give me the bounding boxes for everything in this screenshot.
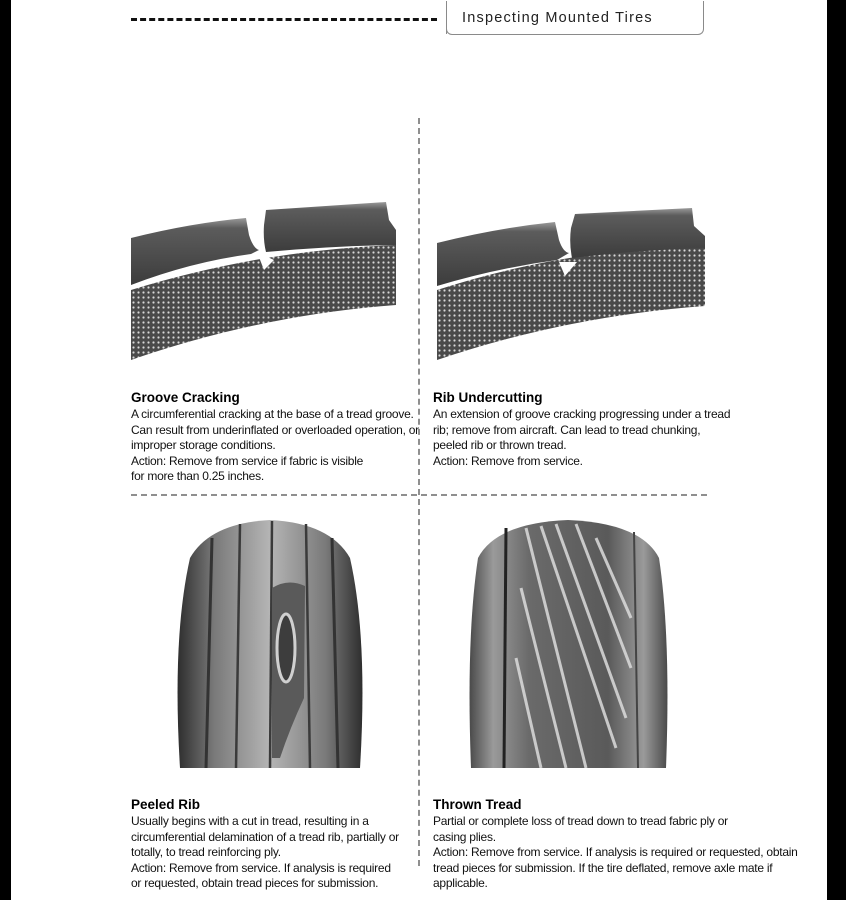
vertical-divider [418,118,420,866]
action-line: Action: Remove from service if fabric is visible [131,453,364,468]
action-line: or requested, obtain tread pieces for submission. [131,876,379,891]
section-title: Rib Undercutting [433,390,543,405]
description-line: totally, to tread reinforcing ply. [131,845,281,860]
page-border-left [0,0,11,900]
description-line: rib; remove from aircraft. Can lead to tread chunking, [433,422,701,437]
page-title: Inspecting Mounted Tires [462,10,653,26]
section-title: Groove Cracking [131,390,240,405]
description-line: peeled rib or thrown tread. [433,438,567,453]
section-description [433,814,798,892]
page-border-right [827,0,846,900]
header-rule [131,18,437,21]
action-line: Action: Remove from service. If analysis is required or requested, obtain [433,845,798,860]
peeled-rib-photo [170,518,370,768]
description-line: An extension of groove cracking progressing under a tread [433,407,731,421]
section-title: Peeled Rib [131,797,201,812]
section-groove-cracking [131,390,419,485]
section-title: Thrown Tread [433,797,522,812]
description-line: Usually begins with a cut in tread, resulting in a [131,814,369,828]
description-line: Can result from underinflated or overloaded operation, or [131,422,419,437]
groove-cracking-photo [131,190,396,365]
section-rib-undercutting [433,390,730,469]
section-description [433,407,730,469]
action-line: for more than 0.25 inches. [131,469,264,484]
description-line: Partial or complete loss of tread down to tread fabric ply or [433,814,728,828]
action-line: Action: Remove from service. [433,453,583,468]
description-line: improper storage conditions. [131,438,276,453]
groove [504,528,506,768]
horizontal-divider [131,494,707,496]
description-line: casing plies. [433,829,496,844]
thrown-tread-photo [466,518,671,768]
section-thrown-tread [433,797,798,892]
section-description [131,814,399,892]
action-line: applicable. [433,876,488,891]
rib-undercutting-photo [437,198,705,363]
action-line: tread pieces for submission. If the tire deflated, remove axle mate if [433,860,773,875]
description-line: A circumferential cracking at the base of a tread groove. [131,407,414,421]
section-description [131,407,419,485]
action-line: Action: Remove from service. If analysis is required [131,860,391,875]
tread-rib-right [264,202,396,252]
peel-outline [277,614,295,682]
description-line: circumferential delamination of a tread rib, partially or [131,829,399,844]
section-peeled-rib [131,797,399,892]
